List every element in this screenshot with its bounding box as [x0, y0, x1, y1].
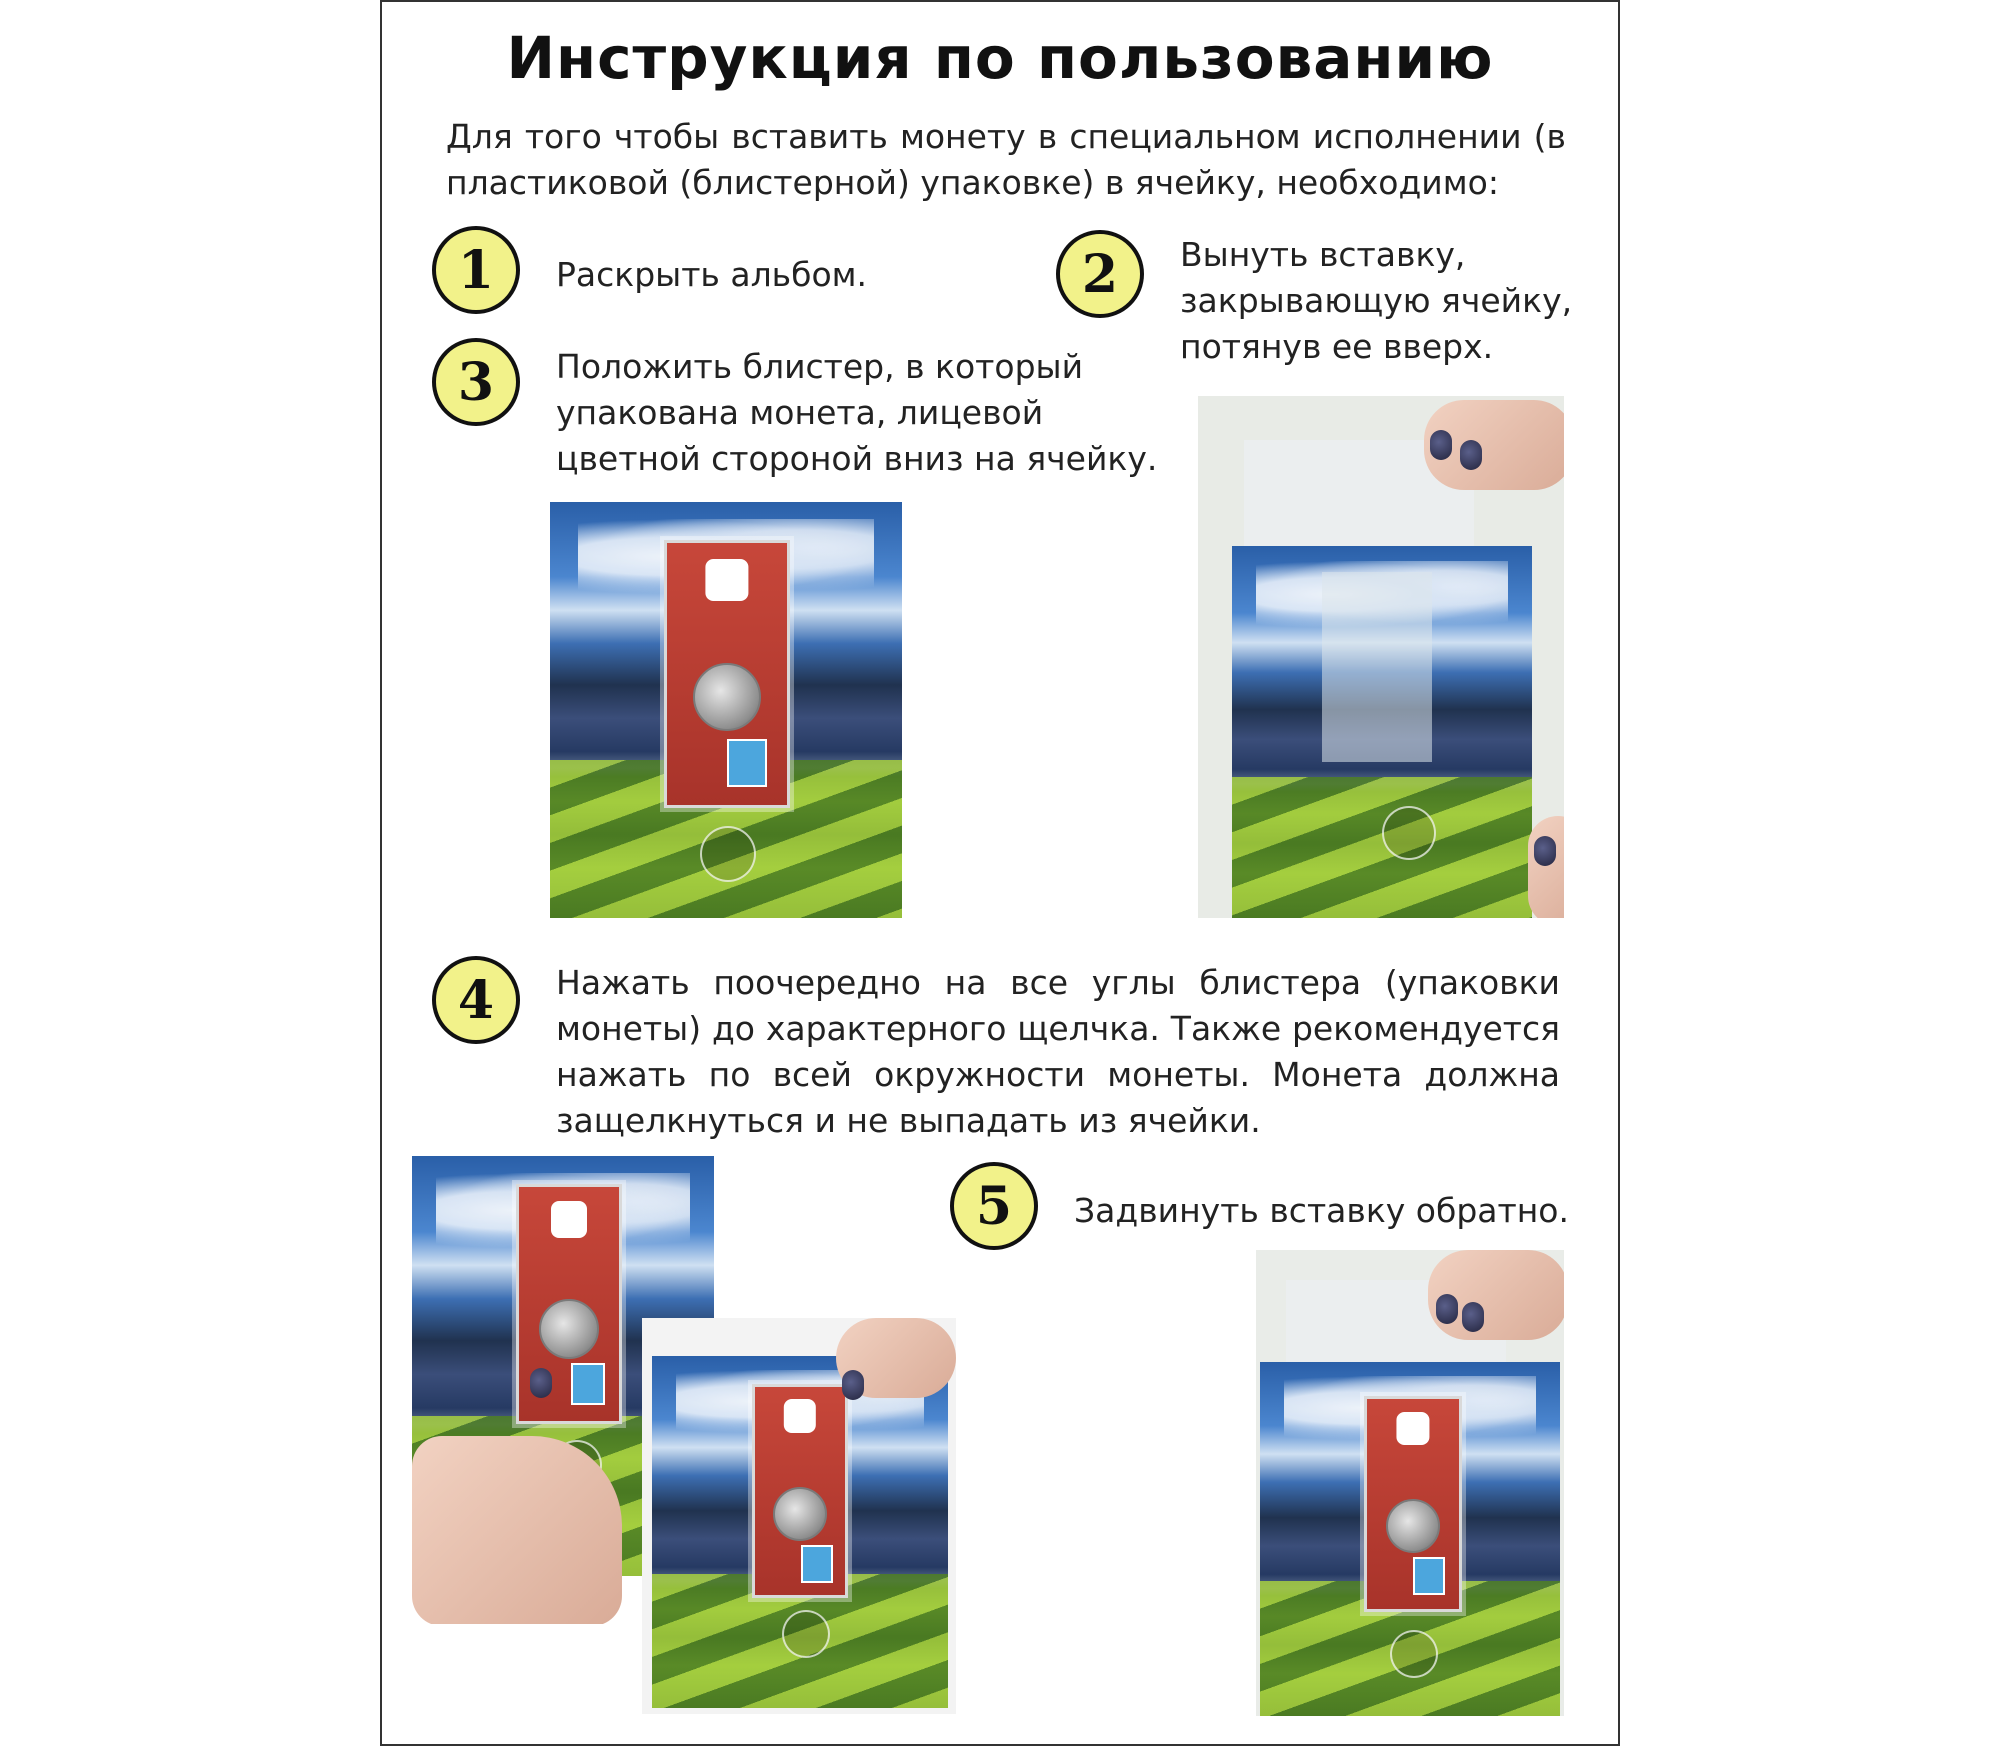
- step-2-badge: 2: [1056, 230, 1144, 318]
- step-5-badge: 5: [950, 1162, 1038, 1250]
- step-2-text: Вынуть вставку, закрывающую ячейку, потянув ее вверх.: [1180, 235, 1573, 366]
- page-title: Инструкция по пользованию: [506, 24, 1494, 92]
- step-5-text: Задвинуть вставку обратно.: [1074, 1191, 1569, 1230]
- step-3-text: Положить блистер, в который упакована монета, лицевой цветной стороной вниз на ячейку.: [556, 347, 1158, 478]
- step-4-photo-corner: [642, 1318, 956, 1714]
- step-2-photo: [1198, 396, 1564, 918]
- step-3-photo: [550, 502, 902, 918]
- instruction-page: [380, 0, 1620, 1746]
- step-1-badge: 1: [432, 226, 520, 314]
- step-5-photo: [1256, 1250, 1564, 1716]
- step-4-badge: 4: [432, 956, 520, 1044]
- step-4-text: Нажать поочередно на все углы блистера (упаковки монеты) до характерного щелчка. Также рекомендуется нажать по всей окружности монеты. Монета должна защелкнуться и не выпадать из ячейки.: [556, 963, 1560, 1140]
- step-3-badge: 3: [432, 338, 520, 426]
- step-1-text: Раскрыть альбом.: [556, 255, 868, 294]
- intro-text: Для того чтобы вставить монету в специальном исполнении (в пластиковой (блистерной) упаковке) в ячейку, необходимо:: [446, 117, 1566, 202]
